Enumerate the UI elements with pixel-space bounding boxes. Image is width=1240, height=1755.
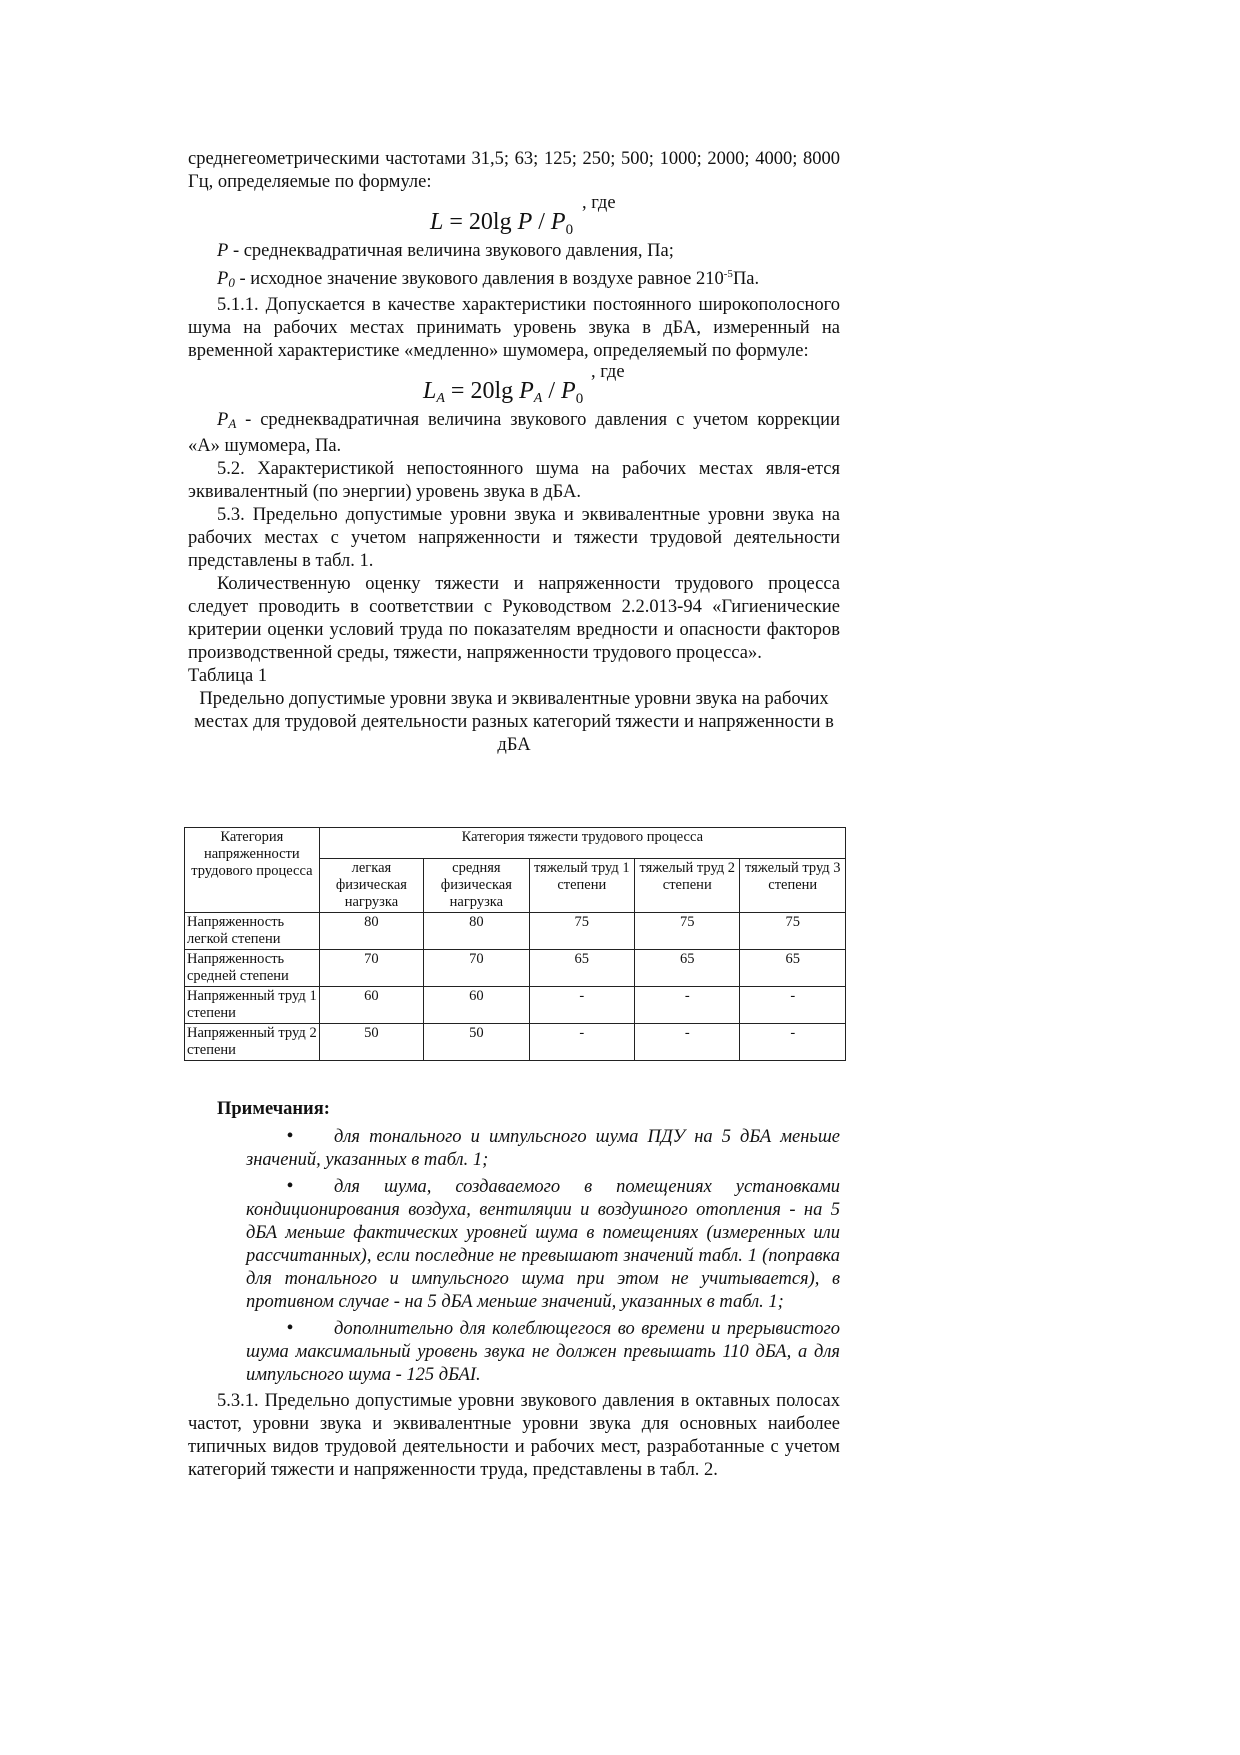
table-cell: 75	[635, 913, 740, 950]
noise-limits-table	[184, 827, 846, 1061]
note-item: • дополнительно для колеблющегося во времени и прерывистого шума максимальный уровень звука не должен превышать 110 дБА, а для импульсного шума - 125 дБАI.	[246, 1317, 840, 1385]
column-header: тяжелый труд 3 степени	[740, 859, 846, 913]
formula-2-expression: LA = 20lg PA / $P_0$	[423, 378, 584, 408]
document-body	[188, 148, 840, 757]
table-row	[185, 987, 846, 1024]
bullet-icon: •	[286, 1317, 294, 1339]
table-caption: Предельно допустимые уровни звука и эквивалентные уровни звука на рабочих местах для трудовой деятельности разных категорий тяжести и напряженности в дБА	[194, 689, 834, 756]
table-cell: -	[635, 987, 740, 1024]
table-cell: -	[740, 1024, 846, 1061]
paragraph-5-3-assessment: Количественную оценку тяжести и напряженности трудового процесса следует проводить в соответствии с Руководством 2.2.013-94 «Гигиенические критерии оценки условий труда по показателям вредности и опасности факторов производственной среды, тяжести, напряженности трудового процесса».	[188, 574, 840, 664]
notes-title: Примечания:	[217, 1099, 330, 1119]
paragraph-5-2: 5.2. Характеристикой непостоянного шума на рабочих местах явля-ется эквивалентный (по энергии) уровень звука в дБА.	[188, 459, 840, 503]
definition-p0: P0 - исходное значение звукового давления в воздухе равное $210^{-5}Па$.	[217, 268, 760, 291]
column-header: тяжелый труд 1 степени	[529, 859, 634, 913]
formula-1-expression: L = 20lg P / $P_0$	[430, 209, 574, 238]
table-cell: -	[529, 987, 634, 1024]
table-row	[185, 913, 846, 950]
table-cell: 65	[740, 950, 846, 987]
table-corner-header: Категория напряженности трудового процесса	[185, 828, 320, 913]
formula-2	[188, 363, 840, 409]
table-cell: 60	[424, 987, 529, 1024]
row-header: Напряженный труд 2 степени	[185, 1024, 320, 1061]
row-header: Напряженный труд 1 степени	[185, 987, 320, 1024]
table-cell: 65	[635, 950, 740, 987]
table-cell: -	[740, 987, 846, 1024]
notes-section	[188, 1098, 840, 1482]
table-cell: 75	[740, 913, 846, 950]
table-row	[185, 1024, 846, 1061]
paragraph-5-3: 5.3. Предельно допустимые уровни звука и эквивалентные уровни звука на рабочих местах с учетом напряженности и тяжести трудовой деятельности представлены в табл. 1.	[188, 505, 840, 572]
formula-1	[188, 194, 840, 240]
paragraph-5-1-1: 5.1.1. Допускается в качестве характеристики постоянного широкополосного шума на рабочих местах принимать уровень звука в дБА, измеренный на временной характеристике «медленно» шумомера, определяемый по формуле:	[188, 295, 840, 362]
table-cell: 60	[319, 987, 423, 1024]
note-item: • для шума, создаваемого в помещениях установками кондиционирования воздуха, вентиляции и воздушного отопления - на 5 дБА меньше фактических уровней шума в помещениях (измеренных или рассчитанных), если последние не превышают значений табл. 1 (поправка для тонального и импульсного шума при этом не учитывается), в противном случае - на 5 дБА меньше значений, указанных в табл. 1;	[246, 1175, 840, 1312]
definition-p: P - среднеквадратичная величина звукового давления, Па;	[217, 241, 674, 261]
bullet-icon: •	[286, 1175, 294, 1197]
table-cell: 70	[319, 950, 423, 987]
column-header: средняя физическая нагрузка	[424, 859, 529, 913]
row-header: Напряженность средней степени	[185, 950, 320, 987]
table-cell: -	[529, 1024, 634, 1061]
formula-1-where: , где	[582, 193, 616, 213]
column-header: тяжелый труд 2 степени	[635, 859, 740, 913]
table-cell: 50	[319, 1024, 423, 1061]
table-row	[185, 950, 846, 987]
table-cell: 50	[424, 1024, 529, 1061]
table-header-row	[185, 828, 846, 859]
column-header: легкая физическая нагрузка	[319, 859, 423, 913]
intro-paragraph: среднегеометрическими частотами 31,5; 63; 125; 250; 500; 1000; 2000; 4000; 8000 Гц, определяемые по формуле:	[188, 149, 840, 192]
table-cell: 75	[529, 913, 634, 950]
formula-2-where: , где	[591, 362, 625, 383]
row-header: Напряженность легкой степени	[185, 913, 320, 950]
table-cell: 80	[319, 913, 423, 950]
table-cell: 65	[529, 950, 634, 987]
table-cell: 80	[424, 913, 529, 950]
definition-pa: PA - среднеквадратичная величина звукового давления с учетом коррекции «А» шумомера, Па.	[188, 410, 840, 457]
paragraph-5-3-1: 5.3.1. Предельно допустимые уровни звукового давления в октавных полосах частот, уровни звука и эквивалентные уровни звука для основных наиболее типичных видов трудовой деятельности и рабочих мест, разработанные с учетом категорий тяжести и напряженности труда, представлены в табл. 2.	[188, 1391, 840, 1480]
bullet-icon: •	[286, 1125, 294, 1147]
table-cell: -	[635, 1024, 740, 1061]
note-item: • для тонального и импульсного шума ПДУ на 5 дБА меньше значений, указанных в табл. 1;	[246, 1125, 840, 1170]
table-group-header: Категория тяжести трудового процесса	[319, 828, 845, 859]
table-cell: 70	[424, 950, 529, 987]
table-label: Таблица 1	[188, 666, 268, 687]
